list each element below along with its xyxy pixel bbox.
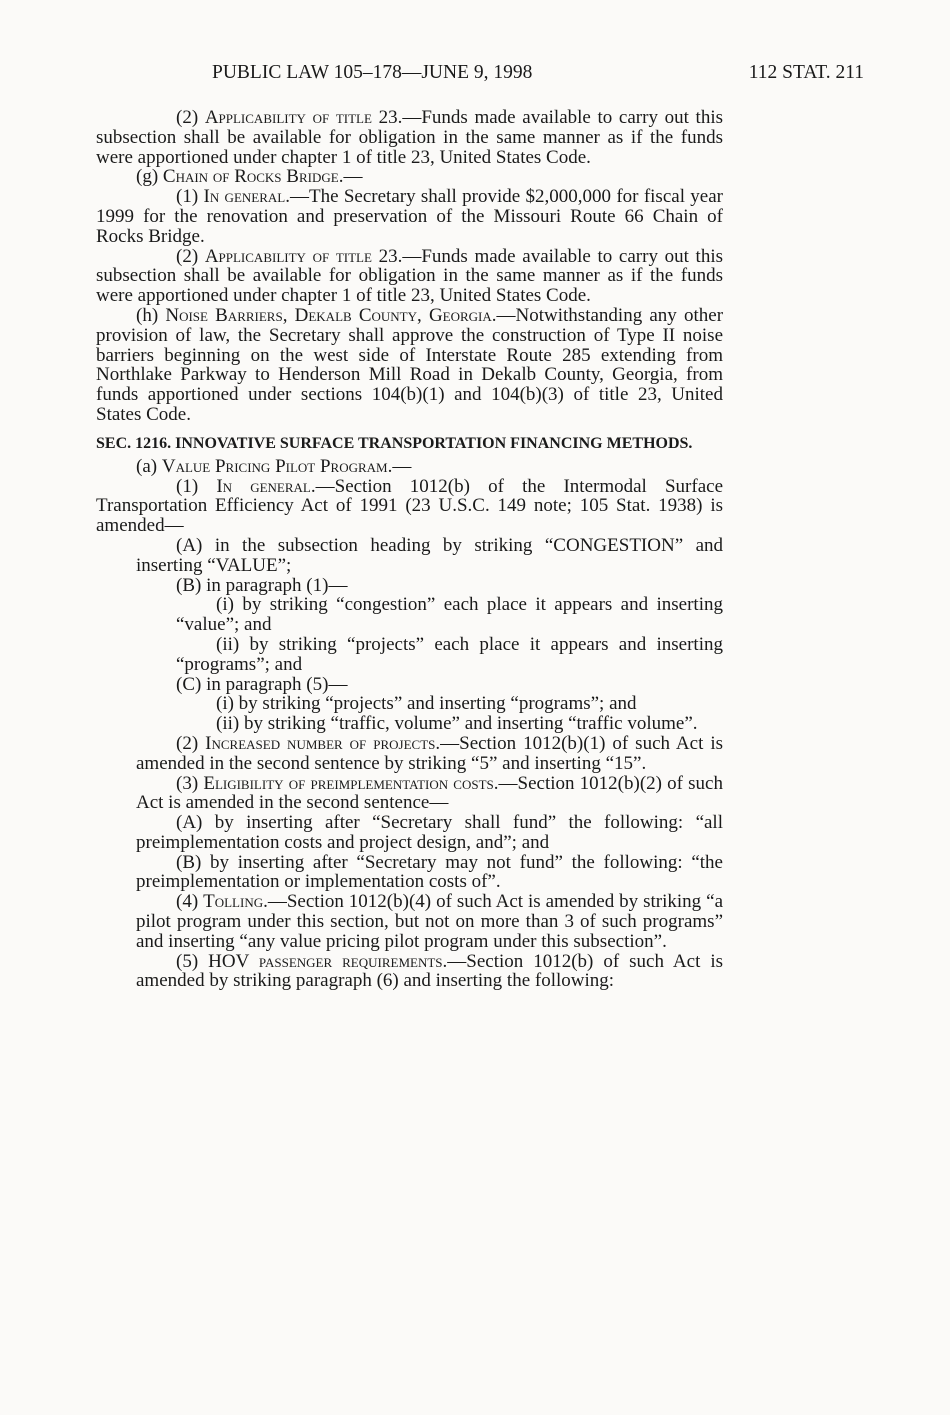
paragraph: (a) Value Pricing Pilot Program.— (136, 455, 412, 477)
clause: (ii) by striking “traffic, volume” and inserting “traffic volume”. (216, 713, 698, 735)
paragraph: (5) HOV passenger requirements.—Section 1012(b) of such Act is amended by striking paragraph (6) and inserting the following: (136, 950, 723, 992)
document-body (96, 108, 723, 991)
paragraph: (2) Applicability of title 23.—Funds made available to carry out this subsection shall be available for obligation in the same manner as if the funds were apportioned under chapter 1 of title 23, United States Code. (96, 107, 723, 168)
clause: (i) by striking “congestion” each place it appears and inserting “value”; and (176, 594, 723, 636)
subparagraph: (A) by inserting after “Secretary shall fund” the following: “all preimplementation costs and project design, and”; and (136, 812, 723, 853)
paragraph: (h) Noise Barriers, Dekalb County, Georgia.—Notwithstanding any other provision of law, the Secretary shall approve the construction of Type II noise barriers beginning on the west side of Interstate Route 285 extending from Northlake Parkway to Henderson Mill Road in Dekalb County, Georgia, from funds apportioned under sections 104(b)(1) and 104(b)(3) of title 23, United States Code. (96, 304, 724, 425)
section-heading: SEC. 1216. INNOVATIVE SURFACE TRANSPORTATION FINANCING METHODS. (96, 434, 693, 452)
paragraph: (3) Eligibility of preimplementation costs.—Section 1012(b)(2) of such Act is amended in the second sentence— (136, 772, 723, 814)
paragraph: (1) In general.—Section 1012(b) of the Intermodal Surface Transportation Efficiency Act of 1991 (23 U.S.C. 149 note; 105 Stat. 1938) is amended— (96, 475, 724, 537)
paragraph-caption: Applicability of title 23 (204, 245, 398, 267)
paragraph: (g) Chain of Rocks Bridge.— (136, 166, 363, 188)
paragraph: (2) Increased number of projects.—Section 1012(b)(1) of such Act is amended in the second sentence by striking “5” and inserting “15”. (136, 732, 724, 774)
clause: (i) by striking “projects” and inserting “programs”; and (216, 693, 637, 715)
paragraph-caption: HOV passenger requirements (208, 950, 443, 972)
subparagraph: (B) by inserting after “Secretary may not fund” the following: “the preimplementation or implementation costs of”. (136, 851, 723, 893)
paragraph: (1) In general.—The Secretary shall provide $2,000,000 for fiscal year 1999 for the renovation and preservation of the Missouri Route 66 Chain of Rocks Bridge. (96, 186, 724, 247)
subparagraph: (C) in paragraph (5)— (176, 673, 348, 695)
paragraph-caption: Tolling (203, 891, 264, 913)
paragraph-caption: Applicability of title 23 (204, 107, 398, 128)
running-head: PUBLIC LAW 105–178—JUNE 9, 1998 (212, 62, 533, 83)
statute-page-number: 112 STAT. 211 (748, 62, 864, 83)
paragraph: (4) Tolling.—Section 1012(b)(4) of such Act is amended by striking “a pilot program under this section, but not on more than 3 of such programs” and inserting “any value pricing pilot program under this subsection”. (136, 891, 724, 952)
subparagraph: (A) in the subsection heading by striking “CONGESTION” and inserting “VALUE”; (136, 534, 723, 576)
page-header (212, 62, 864, 86)
paragraph-caption: Value Pricing Pilot Program (161, 455, 388, 477)
paragraph-caption: Eligibility of preimplementation costs (203, 772, 494, 794)
paragraph-caption: Noise Barriers, Dekalb County, Georgia (165, 304, 492, 326)
paragraph-caption: Chain of Rocks Bridge (162, 166, 339, 188)
clause: (ii) by striking “projects” each place it appears and inserting “programs”; and (176, 633, 723, 675)
paragraph-caption: In general (216, 475, 311, 497)
paragraph-caption: In general (203, 186, 286, 208)
paragraph-caption: Increased number of projects (205, 732, 436, 754)
paragraph: (2) Applicability of title 23.—Funds made available to carry out this subsection shall be available for obligation in the same manner as if the funds were apportioned under chapter 1 of title 23, United States Code. (96, 245, 723, 307)
subparagraph: (B) in paragraph (1)— (176, 574, 348, 596)
